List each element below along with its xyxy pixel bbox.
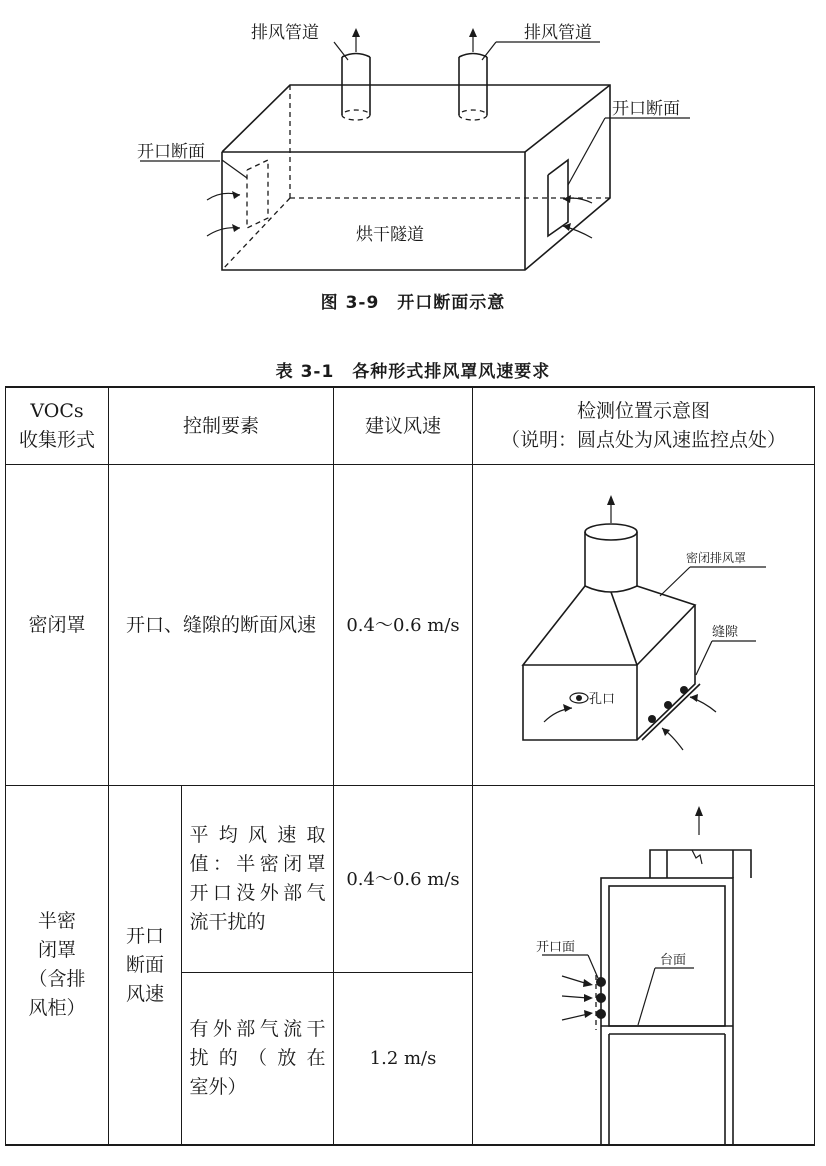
label-tunnel: 烘干隧道 bbox=[356, 225, 424, 245]
row2-sub1-desc: 平均风速取 值：半密闭罩 开口没外部气 流干扰的 bbox=[189, 824, 326, 933]
row2-sub2-speed: 1.2 m/s bbox=[369, 1048, 437, 1069]
figure-caption: 图 3-9 开口断面示意 bbox=[320, 293, 506, 313]
label-duct-right: 排风管道 bbox=[524, 23, 592, 43]
header-control: 控制要素 bbox=[182, 414, 259, 437]
label-opening-face: 开口面 bbox=[536, 940, 576, 955]
right-opening bbox=[548, 118, 690, 238]
label-hole: 孔口 bbox=[589, 692, 616, 707]
row1-control: 开口、缝隙的断面风速 bbox=[125, 613, 316, 636]
label-gap: 缝隙 bbox=[712, 625, 739, 640]
header-form: VOCs 收集形式 bbox=[18, 400, 95, 451]
row1-speed: 0.4～0.6 m/s bbox=[346, 614, 460, 636]
duct-left bbox=[334, 28, 370, 120]
label-duct-left: 排风管道 bbox=[251, 23, 319, 43]
label-hood: 密闭排风罩 bbox=[686, 551, 747, 565]
row1-form: 密闭罩 bbox=[28, 613, 86, 636]
tunnel-figure bbox=[0, 0, 826, 330]
row2-form: 半密 闭罩 （含排 风柜） bbox=[28, 910, 86, 1019]
enclosed-hood-diagram bbox=[473, 466, 813, 784]
label-opening-left: 开口断面 bbox=[137, 142, 205, 162]
header-diagram: 检测位置示意图 （说明：圆点处为风速监控点处） bbox=[500, 400, 786, 451]
label-opening-right: 开口断面 bbox=[612, 99, 680, 119]
row2-sub2-desc: 有外部气流干 扰的（放在 室外） bbox=[189, 1018, 326, 1098]
row2-control: 开口 断面 风速 bbox=[125, 924, 164, 1005]
table-title: 表 3-1 各种形式排风罩风速要求 bbox=[275, 362, 551, 382]
header-speed: 建议风速 bbox=[364, 414, 441, 437]
label-table-top: 台面 bbox=[660, 953, 687, 968]
semi-enclosed-hood-diagram bbox=[473, 788, 813, 1144]
row2-sub1-speed: 0.4～0.6 m/s bbox=[346, 868, 460, 890]
left-opening bbox=[207, 160, 268, 236]
